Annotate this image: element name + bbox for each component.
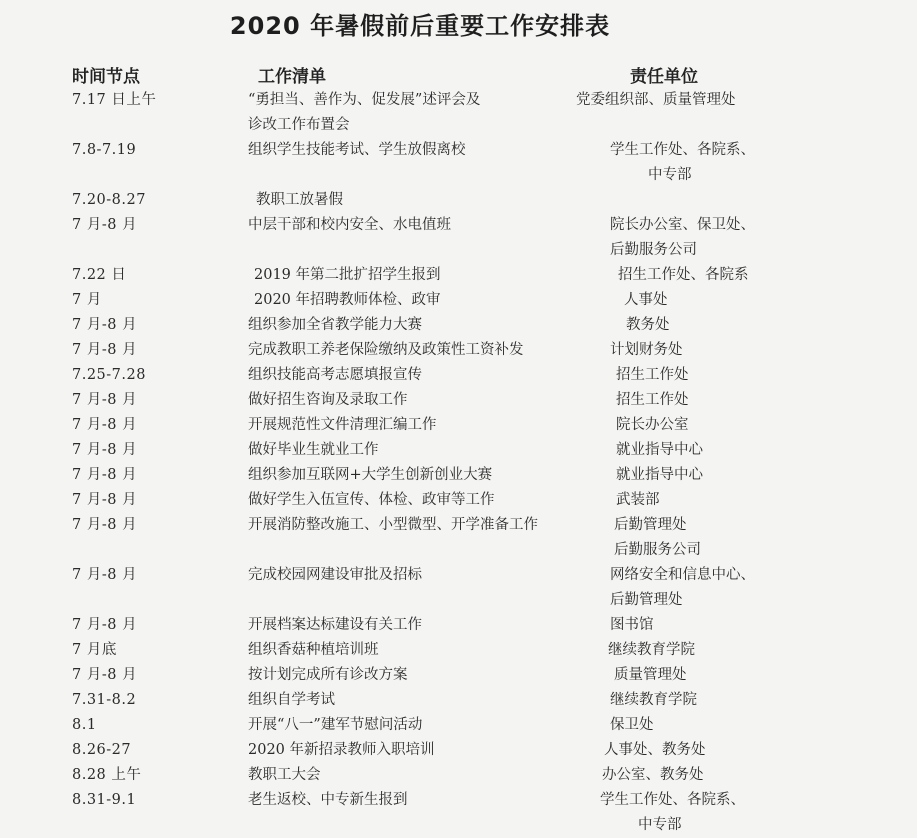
task-cell [248, 613, 422, 638]
task-cell [248, 213, 451, 238]
unit-cell [616, 438, 703, 463]
task-line: 诊改工作布置会 [248, 117, 350, 133]
task-cell [248, 313, 422, 338]
unit-cell [616, 463, 703, 488]
unit-line: 武装部 [616, 492, 660, 508]
time-cell: 7 月底 [72, 642, 117, 658]
unit-line: 后勤管理处 [614, 517, 687, 533]
header-unit: 责任单位 [630, 67, 698, 87]
unit-cell [600, 788, 745, 838]
unit-line: 教务处 [626, 317, 670, 333]
unit-cell [616, 388, 689, 413]
unit-cell [604, 738, 706, 763]
task-line: 开展“八一”建军节慰问活动 [248, 717, 423, 733]
unit-line: 人事处、教务处 [604, 742, 706, 758]
unit-line: 招生工作处 [616, 367, 689, 383]
task-line: 完成教职工养老保险缴纳及政策性工资补发 [248, 342, 524, 358]
task-cell [254, 288, 441, 313]
unit-cell [624, 288, 668, 313]
time-cell: 7 月-8 月 [72, 517, 138, 533]
unit-line: 继续教育学院 [610, 692, 697, 708]
unit-cell [610, 213, 755, 263]
time-cell: 7.17 日上午 [72, 92, 157, 108]
unit-cell [602, 763, 704, 788]
task-line: 2019 年第二批扩招学生报到 [254, 267, 441, 283]
time-cell: 7 月-8 月 [72, 442, 138, 458]
task-cell [248, 663, 408, 688]
table-row [0, 488, 917, 513]
task-cell [248, 88, 480, 138]
unit-cell [616, 413, 689, 438]
table-row [0, 688, 917, 713]
table-row [0, 338, 917, 363]
table-row [0, 263, 917, 288]
unit-line: 中专部 [648, 167, 692, 183]
unit-line: 就业指导中心 [616, 467, 703, 483]
table-row [0, 388, 917, 413]
task-line: 开展档案达标建设有关工作 [248, 617, 422, 633]
time-cell: 7 月-8 月 [72, 667, 138, 683]
table-row [0, 188, 917, 213]
task-line: 组织香菇种植培训班 [248, 642, 379, 658]
task-line: “勇担当、善作为、促发展”述评会及 [248, 92, 481, 108]
task-line: 组织技能高考志愿填报宣传 [248, 367, 422, 383]
unit-cell [610, 563, 755, 613]
time-cell: 8.28 上午 [72, 767, 142, 783]
header-time: 时间节点 [72, 67, 140, 87]
unit-line: 院长办公室、保卫处、 [610, 217, 755, 233]
unit-line: 招生工作处、各院系 [618, 267, 749, 283]
task-cell [248, 713, 422, 738]
unit-line: 图书馆 [610, 617, 654, 633]
table-row [0, 613, 917, 638]
unit-cell [616, 363, 689, 388]
task-line: 组织自学考试 [248, 692, 335, 708]
table-row [0, 363, 917, 388]
unit-line: 质量管理处 [614, 667, 687, 683]
task-line: 开展规范性文件清理汇编工作 [248, 417, 437, 433]
task-line: 老生返校、中专新生报到 [248, 792, 408, 808]
table-row [0, 713, 917, 738]
time-cell: 7 月 [72, 292, 102, 308]
unit-line: 党委组织部、质量管理处 [576, 92, 736, 108]
table-row [0, 463, 917, 488]
unit-cell [614, 663, 687, 688]
time-cell: 7.25-7.28 [72, 367, 146, 383]
table-row [0, 88, 917, 138]
time-cell: 7 月-8 月 [72, 492, 138, 508]
unit-line: 招生工作处 [616, 392, 689, 408]
task-cell [248, 763, 321, 788]
unit-line: 就业指导中心 [616, 442, 703, 458]
task-cell [248, 338, 524, 363]
task-cell [254, 263, 441, 288]
task-cell [256, 188, 343, 213]
task-line: 做好毕业生就业工作 [248, 442, 379, 458]
table-row [0, 738, 917, 763]
time-cell: 8.26-27 [72, 742, 132, 758]
task-cell [248, 363, 422, 388]
unit-line: 办公室、教务处 [602, 767, 704, 783]
task-line: 完成校园网建设审批及招标 [248, 567, 422, 583]
page-title: 2020 年暑假前后重要工作安排表 [229, 12, 611, 40]
unit-line: 学生工作处、各院系、 [610, 142, 755, 158]
unit-line: 计划财务处 [610, 342, 683, 358]
task-cell [248, 513, 538, 538]
unit-line: 人事处 [624, 292, 668, 308]
table-row [0, 788, 917, 838]
unit-line: 后勤服务公司 [610, 242, 697, 258]
unit-line: 继续教育学院 [608, 642, 695, 658]
table-row [0, 138, 917, 188]
task-cell [248, 788, 408, 813]
unit-line: 学生工作处、各院系、 [600, 792, 745, 808]
table-row [0, 438, 917, 463]
task-line: 中层干部和校内安全、水电值班 [248, 217, 451, 233]
unit-cell [610, 613, 654, 638]
task-line: 教职工大会 [248, 767, 321, 783]
table-header [0, 62, 917, 88]
table-row [0, 288, 917, 313]
time-cell: 7.20-8.27 [72, 192, 146, 208]
task-cell [248, 463, 492, 488]
time-cell: 7 月-8 月 [72, 467, 138, 483]
time-cell: 7 月-8 月 [72, 617, 138, 633]
task-line: 组织参加互联网+大学生创新创业大赛 [248, 467, 493, 483]
unit-line: 中专部 [638, 817, 682, 833]
unit-cell [610, 688, 697, 713]
unit-line: 后勤服务公司 [614, 542, 701, 558]
table-row [0, 213, 917, 263]
unit-line: 院长办公室 [616, 417, 689, 433]
task-line: 教职工放暑假 [256, 192, 343, 208]
task-line: 2020 年新招录教师入职培训 [248, 742, 435, 758]
time-cell: 8.1 [72, 717, 97, 733]
table-row [0, 638, 917, 663]
time-cell: 7.31-8.2 [72, 692, 137, 708]
task-cell [248, 488, 495, 513]
unit-cell [616, 488, 660, 513]
task-line: 做好招生咨询及录取工作 [248, 392, 408, 408]
table-row [0, 513, 917, 563]
time-cell: 7 月-8 月 [72, 317, 138, 333]
unit-line: 保卫处 [610, 717, 654, 733]
task-line: 按计划完成所有诊改方案 [248, 667, 408, 683]
time-cell: 7.22 日 [72, 267, 127, 283]
task-line: 开展消防整改施工、小型微型、开学准备工作 [248, 517, 538, 533]
time-cell: 7 月-8 月 [72, 392, 138, 408]
unit-cell [618, 263, 749, 288]
task-line: 组织学生技能考试、学生放假离校 [248, 142, 466, 158]
unit-cell [610, 138, 755, 188]
task-cell [248, 638, 379, 663]
task-cell [248, 138, 466, 163]
table-row [0, 763, 917, 788]
task-line: 做好学生入伍宣传、体检、政审等工作 [248, 492, 495, 508]
unit-cell [614, 513, 701, 563]
time-cell: 7 月-8 月 [72, 567, 138, 583]
time-cell: 7 月-8 月 [72, 217, 138, 233]
table-row [0, 663, 917, 688]
time-cell: 7 月-8 月 [72, 342, 138, 358]
unit-cell [626, 313, 670, 338]
table-row [0, 563, 917, 613]
time-cell: 8.31-9.1 [72, 792, 137, 808]
time-cell: 7.8-7.19 [72, 142, 137, 158]
unit-cell [608, 638, 695, 663]
task-line: 2020 年招聘教师体检、政审 [254, 292, 441, 308]
task-cell [248, 688, 335, 713]
task-cell [248, 438, 379, 463]
header-task: 工作清单 [258, 67, 326, 87]
time-cell: 7 月-8 月 [72, 417, 138, 433]
table-row [0, 313, 917, 338]
task-line: 组织参加全省教学能力大赛 [248, 317, 422, 333]
task-cell [248, 388, 408, 413]
unit-cell [576, 88, 736, 113]
schedule-table [0, 88, 917, 838]
unit-cell [610, 713, 654, 738]
task-cell [248, 413, 437, 438]
unit-cell [610, 338, 683, 363]
table-row [0, 413, 917, 438]
unit-line: 网络安全和信息中心、 [610, 567, 755, 583]
task-cell [248, 738, 435, 763]
unit-line: 后勤管理处 [610, 592, 683, 608]
task-cell [248, 563, 422, 588]
